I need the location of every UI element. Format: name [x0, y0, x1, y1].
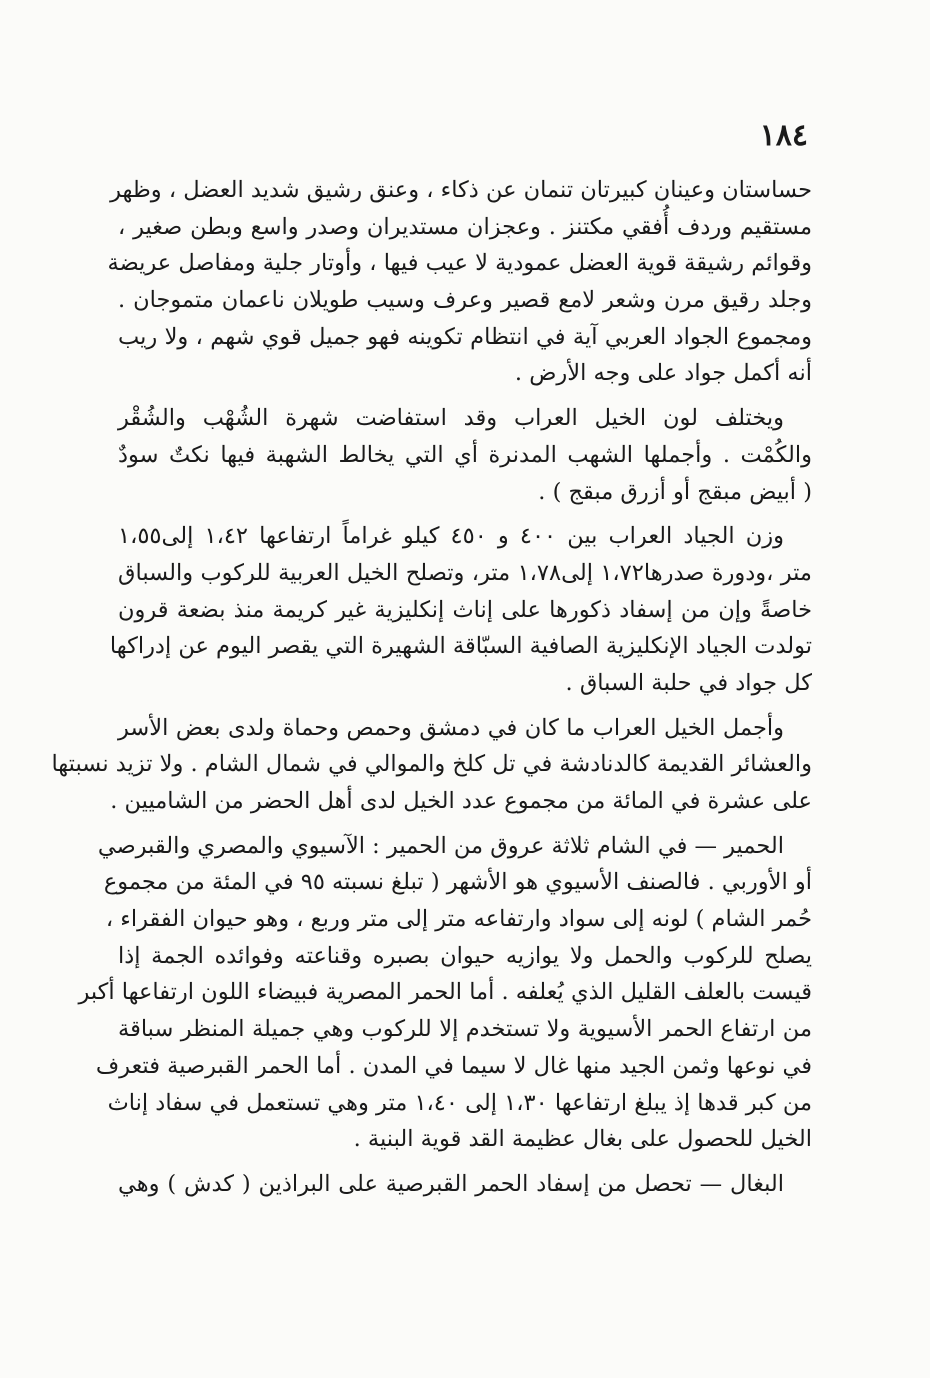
text-line: وأجمل الخيل العراب ما كان في دمشق وحمص وحماة ولدى بعض الأسر — [118, 714, 784, 741]
text-line: ( أبيض مبقج أو أزرق مبقج ) . — [538, 478, 812, 505]
text-line: من كبر قدها إذ يبلغ ارتفاعها ١،٣٠ إلى ١،٤٠ متر وهي تستعمل في سفاد إناث — [107, 1089, 812, 1116]
page-number: ١٨٤ — [759, 118, 808, 153]
text-line: الحمير — في الشام ثلاثة عروق من الحمير : الآسيوي والمصري والقبرصي — [97, 832, 784, 859]
text-line: والكُمْت . وأجملها الشهب المدنرة أي التي يخالط الشهبة فيها نكتٌ سودٌ — [118, 441, 812, 468]
body-text — [51, 172, 812, 1203]
text-line: ومجموع الجواد العربي آية في انتظام تكوينه فهو جميل قوي شهم ، ولا ريب — [118, 323, 812, 350]
text-line: في نوعها وثمن الجيد منها غال لا سيما في المدن . أما الحمر القبرصية فتعرف — [95, 1052, 812, 1079]
text-line: خاصةً وإن من إسفاد ذكورها على إناث إنكليزية غير كريمة منذ بضعة قرون — [118, 596, 812, 623]
text-line: حُمر الشام ) لونه إلى سواد وارتفاعه متر إلى متر وربع ، وهو حيوان الفقراء ، — [105, 906, 812, 933]
text-line: وجلد رقيق مرن وشعر لامع قصير وعرف وسيب طويلان ناعمان متموجان . — [118, 287, 812, 314]
text-line: من ارتفاع الحمر الأسيوية ولا تستخدم إلا للركوب وهي جميلة المنظر سباقة — [118, 1016, 812, 1043]
text-line: متر ،ودورة صدرها١،٧٢ إلى١،٧٨ متر، وتصلح الخيل العربية للركوب والسباق — [118, 559, 812, 586]
text-line: والعشائر القديمة كالدنادشة في تل كلخ والموالي في شمال الشام . ولا تزيد نسبتها — [51, 751, 812, 778]
text-line: كل جواد في حلبة السباق . — [565, 669, 812, 696]
text-line: وزن الجياد العراب بين ٤٠٠ و ٤٥٠ كيلو غراماً ارتفاعها ١،٤٢ إلى١،٥٥ — [118, 523, 785, 550]
text-line: الخيل للحصول على بغال عظيمة القد قوية البنية . — [353, 1126, 812, 1153]
text-line: تولدت الجياد الإنكليزية الصافية السبّاقة الشهيرة التي يقصر اليوم عن إدراكها — [109, 633, 812, 660]
text-line: حساستان وعينان كبيرتان تنمان عن ذكاء ، وعنق رشيق شديد العضل ، وظهر — [110, 177, 812, 203]
text-line: البغال — تحصل من إسفاد الحمر القبرصية على البراذين ( كدش ) وهي — [118, 1170, 784, 1197]
text-line: أو الأوربي . فالصنف الأسيوي هو الأشهر ( تبلغ نسبته ٩٥ في المئة من مجموع — [103, 869, 812, 896]
text-line: قيست بالعلف القليل الذي يُعلفه . أما الحمر المصرية فبيضاء اللون ارتفاعها أكبر — [78, 979, 812, 1006]
text-line: على عشرة في المائة من مجموع عدد الخيل لدى أهل الحضر من الشاميين . — [110, 788, 812, 814]
text-line: مستقيم وردف أُفقي مكتنز . وعجزان مستديران وصدر واسع وبطن صغير ، — [118, 213, 812, 240]
text-line: أنه أكمل جواد على وجه الأرض . — [514, 360, 812, 387]
text-line: ويختلف لون الخيل العراب وقد استفاضت شهرة الشُهْب والشُقْر — [118, 405, 784, 432]
text-line: يصلح للركوب والحمل ولا يوازيه حيوان بصبره وقناعته وفوائده الجمة إذا — [118, 942, 812, 969]
text-line: وقوائم رشيقة قوية العضل عمودية لا عيب فيها ، وأوتار جلية ومفاصل عريضة — [107, 250, 812, 277]
